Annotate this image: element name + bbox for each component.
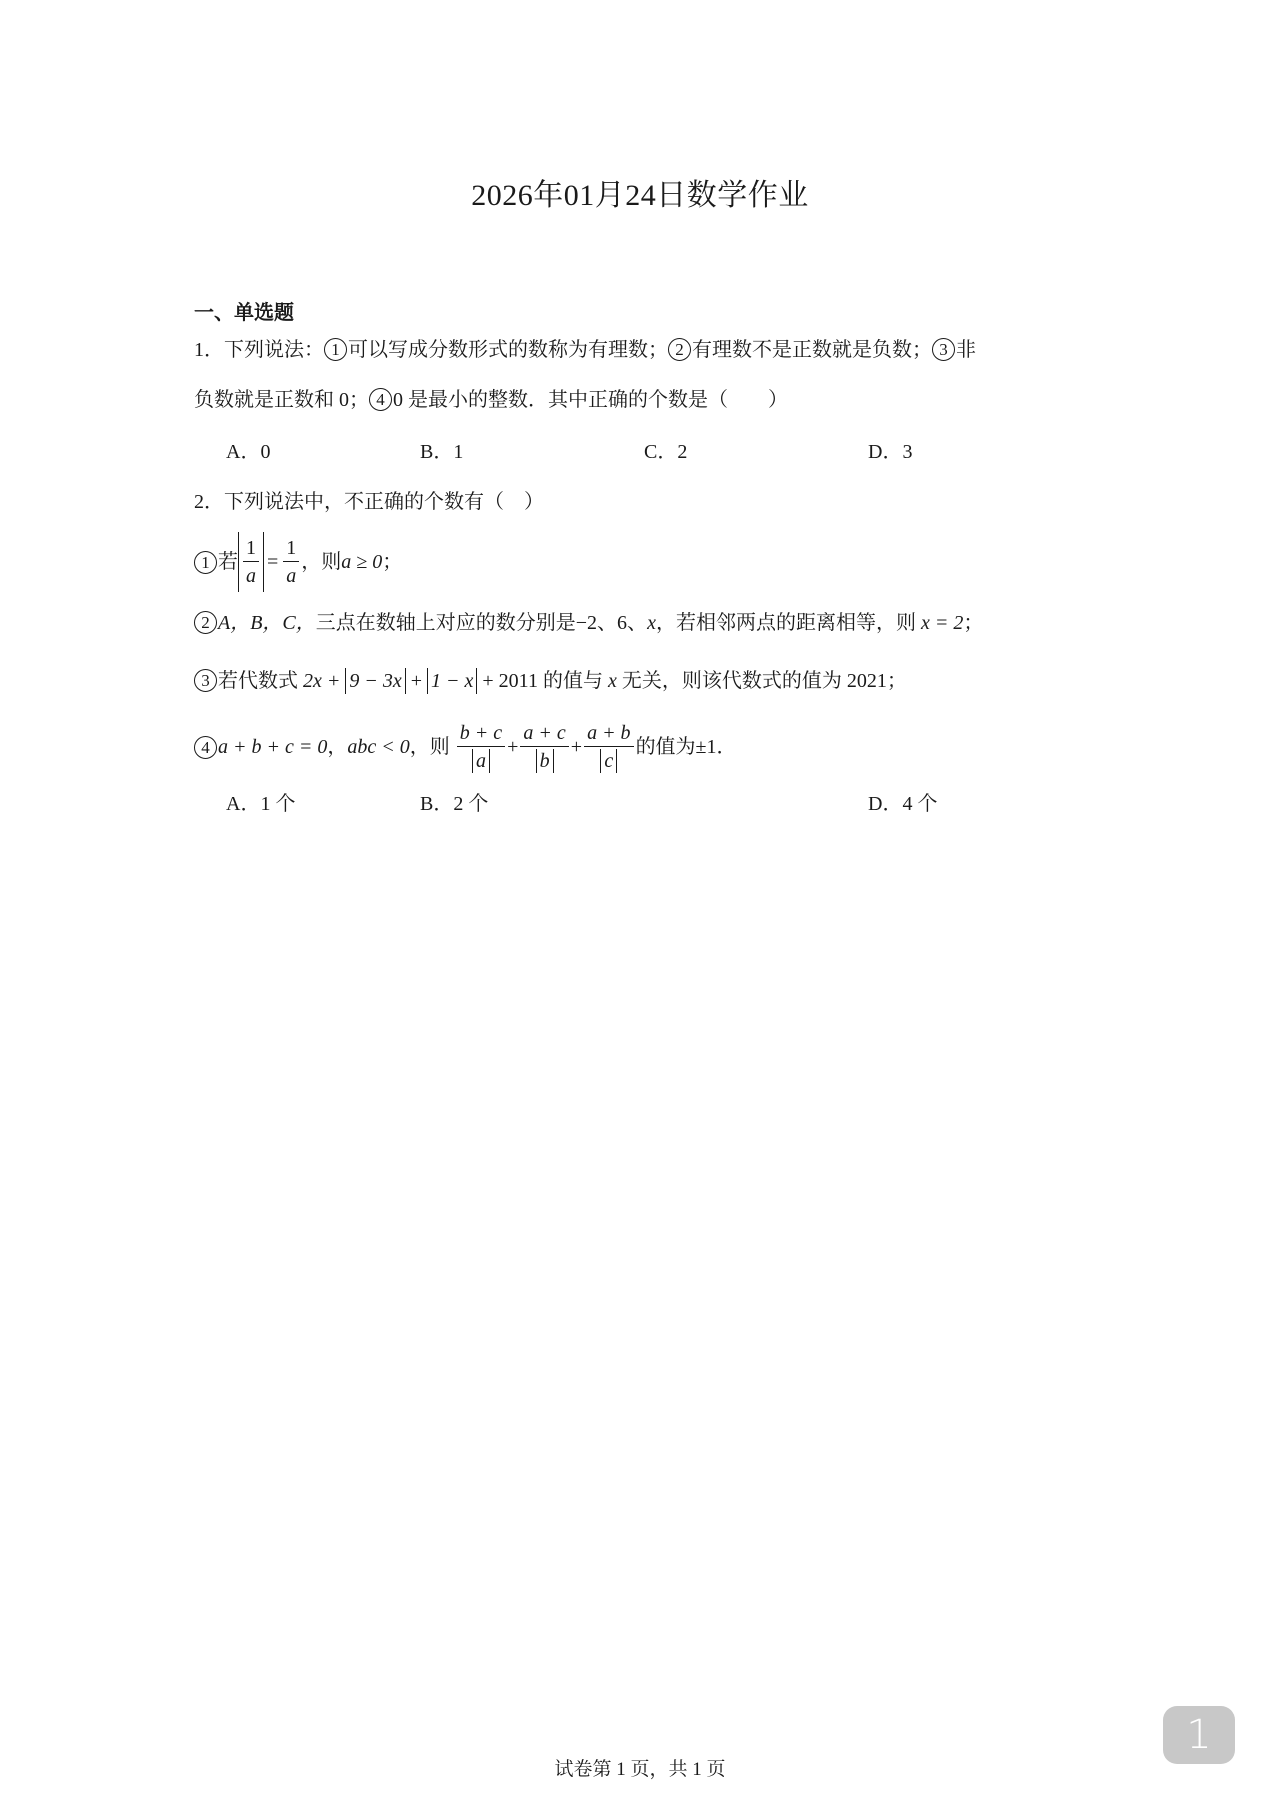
question-text: 下列说法： [224,339,324,361]
circled-1-icon: 1 [194,551,217,574]
math-expression: abc < 0 [347,736,410,758]
question-number: 1． [194,339,224,361]
fraction [457,720,505,775]
question-1-line-2 [194,386,788,414]
statement-text: 非 [956,339,976,361]
circled-2-icon: 2 [194,611,217,634]
statement-text: ，若相邻两点的距离相等，则 [655,612,921,634]
circled-1-icon: 1 [324,338,347,361]
q2-statement-1 [194,530,402,594]
numerator: b + c [457,720,505,747]
math-variable: x [607,670,617,692]
statement-text: ，则 [409,736,455,758]
fraction [584,720,634,775]
numerator: a + c [520,720,568,747]
q2-statement-2 [194,609,983,637]
statement-text: ； [963,612,984,634]
denominator: b [536,749,554,773]
math-expression: A，B，C， [218,612,316,634]
statement-text: 有理数不是正数就是负数； [692,339,932,361]
circled-3-icon: 3 [932,338,955,361]
q2-option-a[interactable]: A．1 个 [226,793,296,815]
math-expression: a ≥ 0 [341,551,383,573]
statement-text: 无关，则该代数式的值为 2021； [616,670,907,692]
denominator: c [600,749,617,773]
denominator: a [286,564,297,587]
q2-statement-3 [194,667,907,695]
math-expression: + 2011 [477,670,538,692]
fraction [243,535,259,590]
page-number-badge[interactable]: 1 [1163,1706,1235,1764]
denominator: a [472,749,490,773]
absolute-value: 9 − 3x [345,668,405,694]
math-expression: 2x + [303,670,346,692]
circled-4-icon: 4 [194,736,217,759]
statement-text: 的值与 [537,670,608,692]
section-heading: 一、单选题 [194,302,294,324]
circled-3-icon: 3 [194,669,217,692]
statement-text: 三点在数轴上对应的数分别是 [315,612,576,634]
statement-text: 0 是最小的整数．其中正确的个数是（ ） [393,389,788,411]
math-expression: −2、6、 [575,612,648,634]
numerator: 1 [283,535,299,562]
equals-sign: = [267,551,279,573]
page-title: 2026年01月24日数学作业 [471,179,809,212]
q1-option-a[interactable]: A．0 [226,441,271,463]
question-number: 2． [194,491,224,513]
math-variable: x [647,612,656,634]
page-footer: 试卷第 1 页，共 1 页 [554,1759,726,1780]
q1-option-c[interactable]: C．2 [644,441,688,463]
q2-option-b[interactable]: B．2 个 [420,793,489,815]
plus-sign: + [507,736,519,758]
question-2-stem [194,488,544,516]
statement-text: ， [327,736,348,758]
statement-text: 若 [218,551,238,573]
statement-text: ； [382,551,403,573]
question-text: 下列说法中，不正确的个数有（ ） [224,491,544,513]
plus-sign: + [405,670,428,692]
math-expression: x = 2 [920,612,964,634]
statement-text: ，则 [301,551,342,573]
numerator: a + b [584,720,634,747]
absolute-value [238,532,264,592]
statement-text: 可以写成分数形式的数称为有理数； [348,339,668,361]
statement-text: 负数就是正数和 0； [194,389,369,411]
circled-2-icon: 2 [668,338,691,361]
statement-text: 若代数式 [218,670,303,692]
q1-option-d[interactable]: D．3 [868,441,913,463]
q2-option-d[interactable]: D．4 个 [868,793,938,815]
q1-option-b[interactable]: B．1 [420,441,464,463]
math-expression: a + b + c = 0 [218,736,328,758]
fraction [520,720,568,775]
numerator: 1 [243,535,259,562]
q2-statement-4 [194,712,737,782]
circled-4-icon: 4 [369,388,392,411]
denominator: a [246,564,256,587]
question-1-line-1 [194,336,976,364]
plus-sign: + [570,736,583,758]
statement-text: 的值为±1． [635,736,737,758]
fraction [283,535,299,590]
absolute-value: 1 − x [427,668,477,694]
